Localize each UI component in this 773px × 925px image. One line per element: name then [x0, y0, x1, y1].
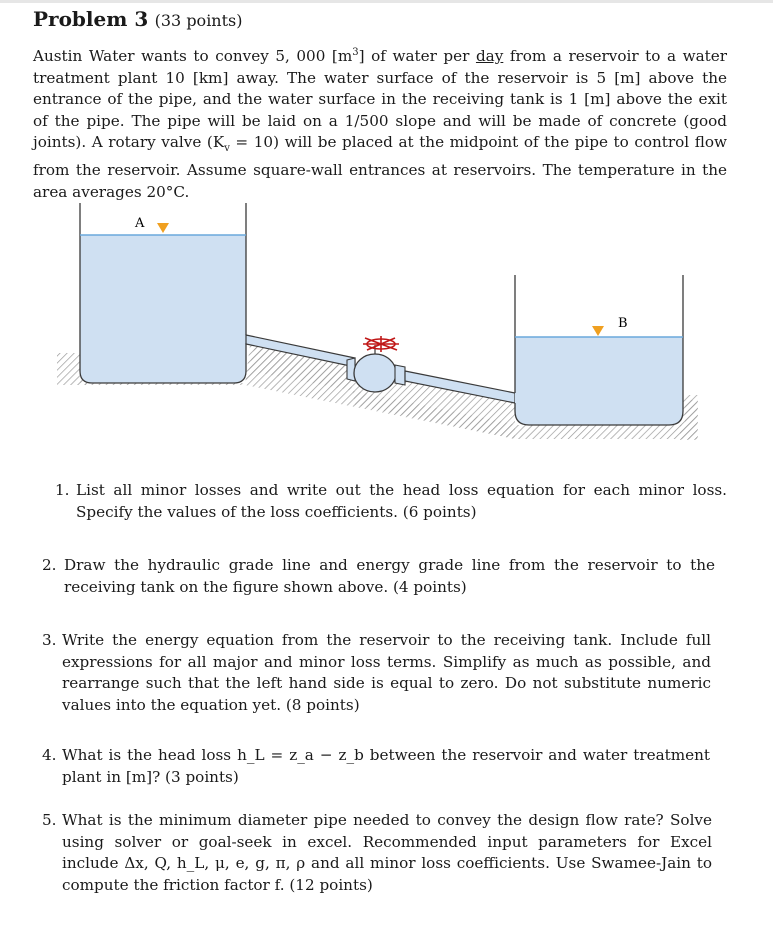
- intro-part-1: Austin Water wants to convey 5, 000 [m: [33, 47, 353, 66]
- question-4: [42, 745, 710, 788]
- question-1-number: 1.: [55, 481, 70, 499]
- intro-part-4: = 10) will be placed at the midpoint of the pipe to control flow from the reservoir. Assume square-wall entrances at reservoirs. The temperature in the area averages 20°C.: [33, 133, 727, 201]
- problem-title: Problem 3: [33, 7, 149, 31]
- question-5-text: What is the minimum diameter pipe needed to convey the design flow rate? Solve using solver or goal-seek in excel. Recommended input parameters for Excel include Δx, Q, h_L, μ, e, g, π, ρ and all minor loss coefficients. Use Swamee-Jain to compute the friction factor f. (12 points): [62, 811, 712, 894]
- tank-b-water: [515, 337, 683, 425]
- question-2: [42, 555, 715, 598]
- intro-paragraph: [33, 42, 727, 203]
- question-1-text: List all minor losses and write out the head loss equation for each minor loss. Specify the values of the loss coefficients. (6 points): [76, 481, 727, 521]
- marker-a-icon: [157, 223, 169, 233]
- pipe-system-figure: [55, 195, 705, 450]
- label-b: B: [618, 316, 628, 331]
- cubic-exponent: 3: [352, 47, 359, 58]
- question-2-text: Draw the hydraulic grade line and energy grade line from the reservoir to the receiving tank on the figure shown above. (4 points): [64, 556, 715, 596]
- question-1: [55, 480, 727, 523]
- problem-heading: [33, 6, 243, 34]
- marker-b-icon: [592, 326, 604, 336]
- reservoir-a-water: [80, 235, 246, 383]
- intro-part-2: ] of water per: [358, 47, 470, 66]
- question-4-number: 4.: [42, 746, 57, 764]
- question-3-number: 3.: [42, 631, 57, 649]
- question-4-text: What is the head loss h_L = z_a − z_b between the reservoir and water treatment plant in [m]? (3 points): [62, 746, 710, 786]
- underlined-day: day: [475, 47, 504, 66]
- valve-subscript: v: [224, 143, 230, 155]
- page-top-rule: [0, 0, 773, 3]
- question-3: [42, 630, 711, 716]
- question-2-number: 2.: [42, 556, 57, 574]
- valve-handle-icon: [363, 336, 399, 352]
- problem-statement: [33, 42, 727, 203]
- valve-flange-right: [395, 365, 405, 385]
- question-5: [42, 810, 712, 896]
- label-a: A: [135, 216, 145, 231]
- valve-body-icon: [354, 354, 396, 392]
- question-3-text: Write the energy equation from the reservoir to the receiving tank. Include full expressions for all major and minor loss terms. Simplify as much as possible, and rearrange such that the left hand side is equal to zero. Do not substitute numeric values into the equation yet. (8 points): [62, 631, 711, 714]
- question-5-number: 5.: [42, 811, 57, 829]
- intro-part-3: from a reservoir to a water treatment plant 10 [km] away. The water surface of the reservoir is 5 [m] above the entrance of the pipe, and the water surface in the receiving tank is 1 [m] above the exit of the pipe. The pipe will be laid on a 1/500 slope and will be made of concrete (good joints). A rotary valve (K: [33, 47, 727, 152]
- problem-points: (33 points): [154, 11, 243, 30]
- pipe-system-diagram: [55, 195, 705, 450]
